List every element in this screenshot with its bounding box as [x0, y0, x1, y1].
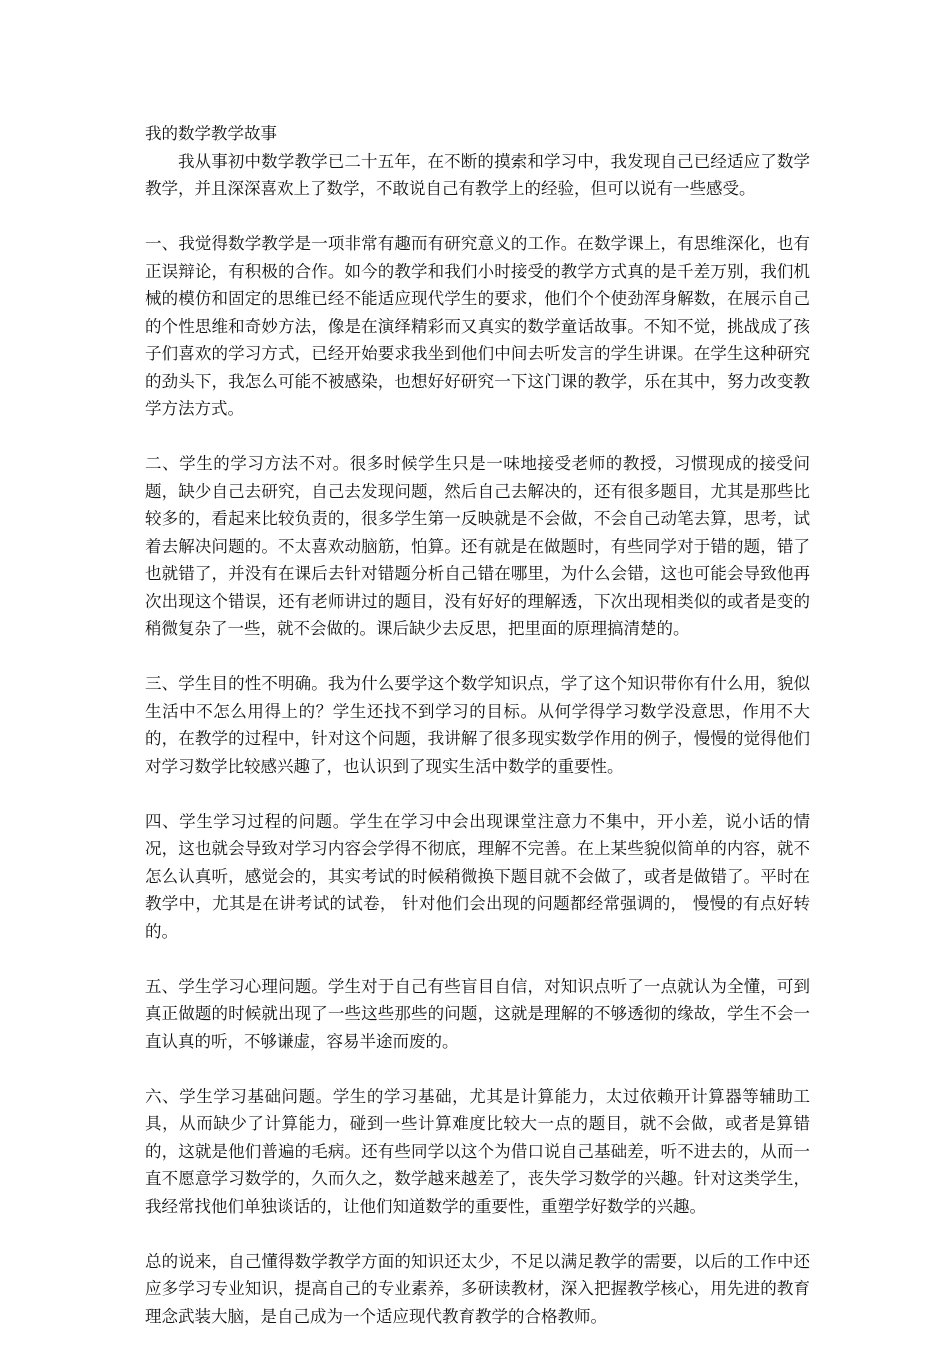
paragraph-point-1: 一、我觉得数学教学是一项非常有趣而有研究意义的工作。在数学课上，有思维深化，也有正误辩论，有积极的合作。如今的教学和我们小时接受的教学方式真的是千差万别，我们机械的模仿和固定的思维已经不能适应现代学生的要求，他们个个使劲浑身解数，在展示自己的个性思维和奇妙方法，像是在演绎精彩而又真实的数学童话故事。不知不觉，挑战成了孩子们喜欢的学习方式，已经开始要求我坐到他们中间去听发言的学生讲课。在学生这种研究的劲头下，我怎么可能不被感染，也想好好研究一下这门课的教学，乐在其中，努力改变教学方法方式。 [145, 234, 810, 418]
paragraph-conclusion: 总的说来，自己懂得数学教学方面的知识还太少，不足以满足教学的需要，以后的工作中还应多学习专业知识，提高自己的专业素养，多研读教材，深入把握教学核心，用先进的教育理念武装大脑，是自己成为一个适应现代教育教学的合格教师。 [145, 1251, 810, 1326]
paragraph-intro: 我从事初中数学教学已二十五年，在不断的摸索和学习中，我发现自己已经适应了数学教学，并且深深喜欢上了数学，不敢说自己有教学上的经验，但可以说有一些感受。 [145, 151, 810, 198]
document-body [145, 120, 810, 1358]
paragraph-point-6: 六、学生学习基础问题。学生的学习基础，尤其是计算能力，太过依赖开计算器等辅助工具，从而缺少了计算能力，碰到一些计算难度比较大一点的题目，就不会做，或者是算错的，这就是他们普遍的毛病。还有些同学以这个为借口说自己基础差，听不进去的，从而一直不愿意学习数学的，久而久之，数学越来越差了，丧失学习数学的兴趣。针对这类学生，我经常找他们单独谈话的，让他们知道数学的重要性，重塑学好数学的兴趣。 [145, 1086, 810, 1216]
document-title: 我的数学教学故事 [145, 124, 277, 143]
paragraph-point-3: 三、学生目的性不明确。我为什么要学这个数学知识点，学了这个知识带你有什么用，貌似生活中不怎么用得上的？学生还找不到学习的目标。从何学得学习数学没意思，作用不大的，在教学的过程中，针对这个问题，我讲解了很多现实数学作用的例子，慢慢的觉得他们对学习数学比较感兴趣了，也认识到了现实生活中数学的重要性。 [145, 674, 810, 776]
paragraph-point-2: 二、学生的学习方法不对。很多时候学生只是一味地接受老师的教授，习惯现成的接受问题，缺少自己去研究，自己去发现问题，然后自己去解决的，还有很多题目，尤其是那些比较多的，看起来比较负责的，很多学生第一反映就是不会做，不会自己动笔去算，思考，试着去解决问题的。不太喜欢动脑筋，怕算。还有就是在做题时，有些同学对于错的题，错了也就错了，并没有在课后去针对错题分析自己错在哪里，为什么会错，这也可能会导致他再次出现这个错误，还有老师讲过的题目，没有好好的理解透，下次出现相类似的或者是变的稍微复杂了一些，就不会做的。课后缺少去反思，把里面的原理搞清楚的。 [145, 454, 810, 638]
paragraph-point-4: 四、学生学习过程的问题。学生在学习中会出现课堂注意力不集中，开小差，说小话的情况，这也就会导致对学习内容会学得不彻底，理解不完善。在上某些貌似简单的内容，就不怎么认真听，感觉会的，其实考试的时候稍微换下题目就不会做了，或者是做错了。平时在教学中，尤其是在讲考试的试卷， 针对他们会出现的问题都经常强调的， 慢慢的有点好转的。 [145, 811, 810, 941]
paragraph-point-5: 五、学生学习心理问题。学生对于自己有些盲目自信，对知识点听了一点就认为全懂，可到真正做题的时候就出现了一些这些那些的问题，这就是理解的不够透彻的缘故，学生不会一直认真的听，不够谦虚，容易半途而废的。 [145, 976, 810, 1051]
